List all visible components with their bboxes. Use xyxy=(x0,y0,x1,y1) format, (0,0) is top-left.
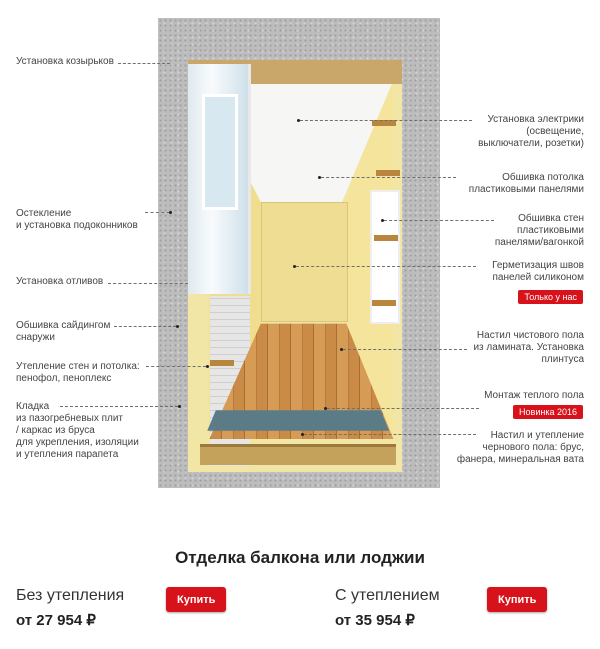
label-siding-2: снаружи xyxy=(16,332,55,343)
balcony-illustration xyxy=(158,18,440,488)
frame-beam xyxy=(374,235,398,241)
marker-dot xyxy=(176,325,179,328)
label-walls-3: панелями/вагонкой xyxy=(494,237,584,248)
label-insulation-1: Утепление стен и потолка: xyxy=(16,361,140,372)
back-wall-panels xyxy=(261,202,348,322)
new-badge: Новинка 2016 xyxy=(513,405,583,419)
leader-line xyxy=(114,326,176,327)
frame-beam xyxy=(376,170,400,176)
marker-dot xyxy=(318,176,321,179)
label-heated-floor: Монтаж теплого пола xyxy=(484,390,584,401)
label-sealing-1: Герметизация швов xyxy=(492,260,584,271)
leader-line xyxy=(321,177,456,178)
label-ceiling-1: Обшивка потолка xyxy=(502,172,584,183)
marker-dot xyxy=(301,433,304,436)
buy-button-insulated[interactable]: Купить xyxy=(487,587,547,612)
leader-line xyxy=(146,366,206,367)
label-rough-floor-1: Настил и утепление xyxy=(490,430,584,441)
leader-line xyxy=(145,212,170,213)
leader-line xyxy=(108,283,188,284)
offer-name-basic: Без утепления xyxy=(16,587,125,604)
label-masonry-4: для укрепления, изоляции xyxy=(16,437,139,448)
marker-dot xyxy=(169,211,172,214)
exclusive-badge: Только у нас xyxy=(518,290,583,304)
leader-line xyxy=(343,349,467,350)
label-siding-1: Обшивка сайдингом xyxy=(16,320,111,331)
marker-dot xyxy=(178,405,181,408)
label-drains: Установка отливов xyxy=(16,276,104,287)
frame-beam xyxy=(372,300,396,306)
leader-line xyxy=(327,408,479,409)
leader-line xyxy=(384,220,494,221)
label-electrics-3: выключатели, розетки) xyxy=(478,138,584,149)
leader-line xyxy=(118,63,170,64)
label-masonry-3: / каркас из бруса xyxy=(16,425,95,436)
label-laminate-1: Настил чистового пола xyxy=(476,330,584,341)
marker-dot xyxy=(340,348,343,351)
label-laminate-2: из ламината. Установка xyxy=(473,342,584,353)
section-title: Отделка балкона или лоджии xyxy=(175,548,425,567)
label-glazing-2: и установка подоконников xyxy=(16,220,138,231)
leader-line xyxy=(300,120,472,121)
label-visors: Установка козырьков xyxy=(16,56,114,67)
offer-price-insulated: от 35 954 ₽ xyxy=(335,612,415,629)
marker-dot xyxy=(206,365,209,368)
label-glazing-1: Остекление xyxy=(16,208,72,219)
label-walls-1: Обшивка стен xyxy=(518,213,584,224)
label-electrics-1: Установка электрики xyxy=(487,114,584,125)
marker-dot xyxy=(381,219,384,222)
leader-line xyxy=(60,406,178,407)
offer-name-insulated: С утеплением xyxy=(335,587,440,604)
label-sealing-2: панелей силиконом xyxy=(492,272,584,283)
leader-line xyxy=(296,266,476,267)
label-laminate-3: плинтуса xyxy=(541,354,584,365)
label-electrics-2: (освещение, xyxy=(526,126,584,137)
glazing-window xyxy=(188,64,251,294)
label-insulation-2: пенофол, пеноплекс xyxy=(16,373,112,384)
buy-button-basic[interactable]: Купить xyxy=(166,587,226,612)
label-walls-2: пластиковыми xyxy=(517,225,584,236)
frame-beam xyxy=(210,360,234,366)
label-ceiling-2: пластиковыми панелями xyxy=(468,184,584,195)
marker-dot xyxy=(324,407,327,410)
label-masonry-5: и утепления парапета xyxy=(16,449,119,460)
marker-dot xyxy=(297,119,300,122)
offer-price-basic: от 27 954 ₽ xyxy=(16,612,96,629)
label-rough-floor-3: фанера, минеральная вата xyxy=(456,454,584,465)
rough-floor-beam xyxy=(200,444,396,465)
label-masonry-2: из пазогребневых плит xyxy=(16,413,124,424)
marker-dot xyxy=(293,265,296,268)
label-rough-floor-2: чернового пола: брус, xyxy=(482,442,584,453)
leader-line xyxy=(304,434,476,435)
label-masonry-1: Кладка xyxy=(16,401,50,412)
